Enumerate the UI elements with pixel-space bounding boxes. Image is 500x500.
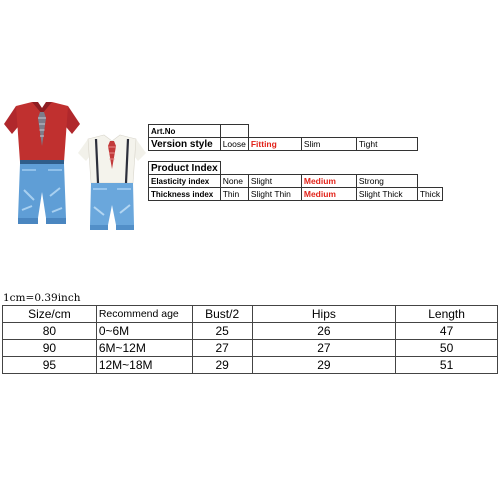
thickness-option-medium: Medium [301,188,356,201]
size-header-row [3,306,498,323]
thickness-label: Thickness index [149,188,221,201]
size-chart-table [2,305,498,374]
art-no-value [220,125,248,138]
red-romper-image [2,100,82,230]
table-row [3,357,498,374]
header-length: Length [396,306,498,323]
cell-size: 90 [3,340,97,357]
cell-bust: 29 [192,357,252,374]
cell-hips: 29 [252,357,396,374]
table-row [3,323,498,340]
elasticity-option-none: None [220,175,248,188]
version-style-label: Version style [149,138,221,151]
header-hips: Hips [252,306,396,323]
elasticity-option-medium: Medium [301,175,356,188]
product-index-label: Product Index [149,162,221,175]
cell-size: 80 [3,323,97,340]
cell-hips: 26 [252,323,396,340]
version-option-slim: Slim [301,138,356,151]
thickness-option-slight-thick: Slight Thick [356,188,417,201]
white-romper-image [78,133,146,233]
cell-age: 6M~12M [96,340,192,357]
version-option-fitting: Fitting [248,138,301,151]
cell-age: 0~6M [96,323,192,340]
table-row [3,340,498,357]
cell-length: 50 [396,340,498,357]
cell-bust: 25 [192,323,252,340]
cell-bust: 27 [192,340,252,357]
thickness-option-slight-thin: Slight Thin [248,188,301,201]
elasticity-option-slight: Slight [248,175,301,188]
conversion-note: 1cm=0.39inch [3,292,81,304]
header-bust: Bust/2 [192,306,252,323]
version-option-loose: Loose [220,138,248,151]
cell-size: 95 [3,357,97,374]
thickness-option-thin: Thin [220,188,248,201]
elasticity-option-strong: Strong [356,175,417,188]
cell-length: 47 [396,323,498,340]
cell-hips: 27 [252,340,396,357]
elasticity-label: Elasticity index [149,175,221,188]
cell-length: 51 [396,357,498,374]
art-no-label: Art.No [149,125,221,138]
cell-age: 12M~18M [96,357,192,374]
header-size: Size/cm [3,306,97,323]
product-index-table [148,124,443,201]
thickness-option-thick: Thick [417,188,442,201]
version-option-tight: Tight [356,138,417,151]
header-recommend-age: Recommend age [96,306,192,323]
